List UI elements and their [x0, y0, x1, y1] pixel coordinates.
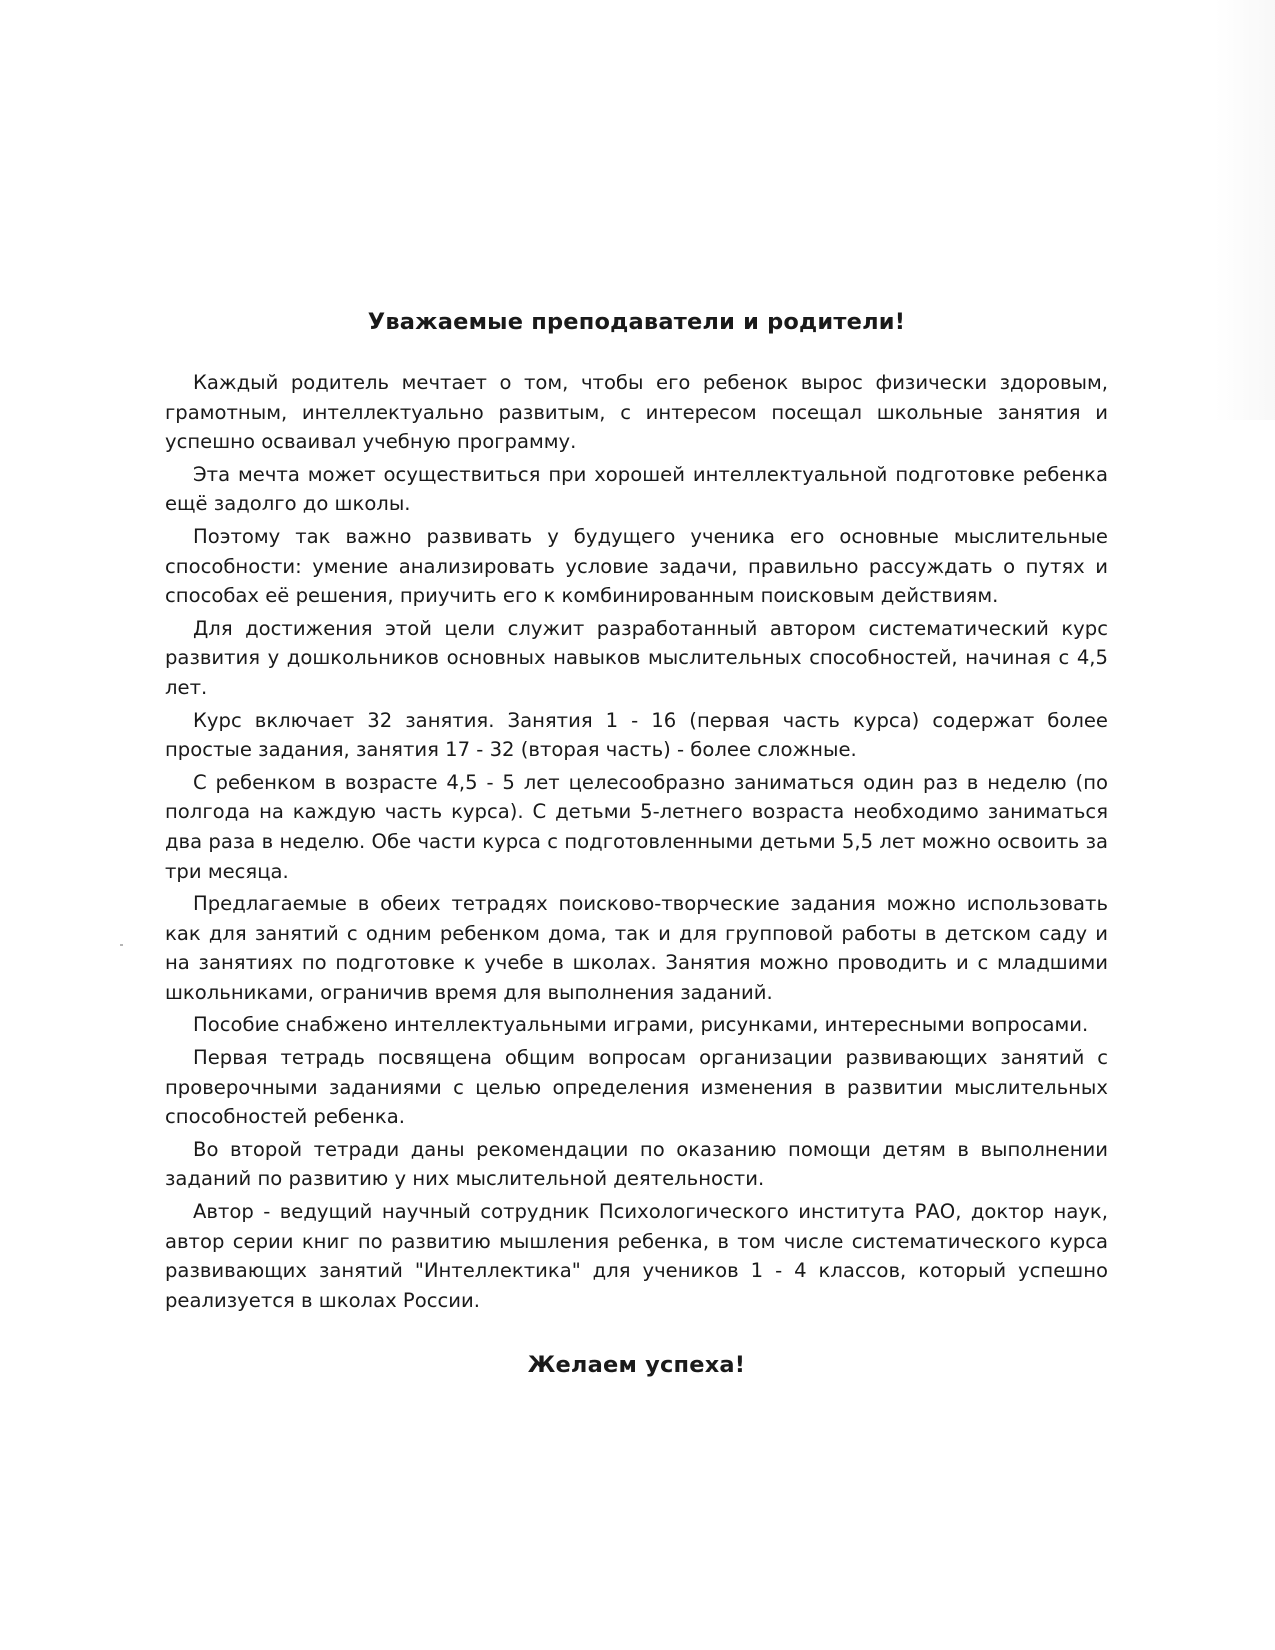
paragraph-10: Во второй тетради даны рекомендации по оказанию помощи детям в выполнении заданий по развитию у них мыслительной деятельности.	[165, 1137, 1108, 1191]
paragraph-8: Пособие снабжено интеллектуальными играми, рисунками, интересными вопросами.	[193, 1013, 1089, 1037]
letter-body	[165, 368, 1108, 1315]
scan-edge-shading	[1215, 0, 1275, 420]
paragraph-6: С ребенком в возрасте 4,5 - 5 лет целесообразно заниматься один раз в неделю (по полгода на каждую часть курса). С детьми 5-летнего возраста необходимо заниматься два раза в неделю. Обе части курса с подготовленными детьми 5,5 лет можно освоить за три месяца.	[165, 770, 1108, 883]
letter-content	[165, 302, 1108, 1385]
scan-speck	[120, 944, 123, 946]
page-title: Уважаемые преподаватели и родители!	[367, 309, 906, 335]
closing-line: Желаем успеха!	[527, 1352, 746, 1379]
paragraph-4: Для достижения этой цели служит разработанный автором систематический курс развития у дошкольников основных навыков мыслительных способностей, начиная с 4,5 лет.	[165, 616, 1108, 699]
paragraph-9: Первая тетрадь посвящена общим вопросам организации развивающих занятий с проверочными заданиями с целью определения изменения в развитии мыслительных способностей ребенка.	[165, 1046, 1108, 1129]
paragraph-3: Поэтому так важно развивать у будущего ученика его основные мыслительные способности: умение анализировать условие задачи, правильно рассуждать о путях и способах её решения, приучить его к комбинированным поисковым действиям.	[165, 524, 1108, 608]
paragraph-2: Эта мечта может осуществиться при хорошей интеллектуальной подготовке ребенка ещё задолго до школы.	[165, 462, 1108, 516]
paragraph-5: Курс включает 32 занятия. Занятия 1 - 16 (первая часть курса) содержат более простые задания, занятия 17 - 32 (вторая часть) - более сложные.	[165, 708, 1108, 762]
paragraph-7: Предлагаемые в обеих тетрадях поисково-творческие задания можно использовать как для занятий с одним ребенком дома, так и для групповой работы в детском саду и на занятиях по подготовке к учебе в школах. Занятия можно проводить и с младшими школьниками, ограничив время для выполнения заданий.	[165, 892, 1108, 1004]
paragraph-11: Автор - ведущий научный сотрудник Психологического института РАО, доктор наук, автор серии книг по развитию мышления ребенка, в том числе систематического курса развивающих занятий "Интеллектика" для учеников 1 - 4 классов, который успешно реализуется в школах России.	[165, 1200, 1108, 1312]
paragraph-1: Каждый родитель мечтает о том, чтобы его ребенок вырос физически здоровым, грамотным, интеллектуально развитым, с интересом посещал школьные занятия и успешно осваивал учебную программу.	[165, 371, 1108, 454]
